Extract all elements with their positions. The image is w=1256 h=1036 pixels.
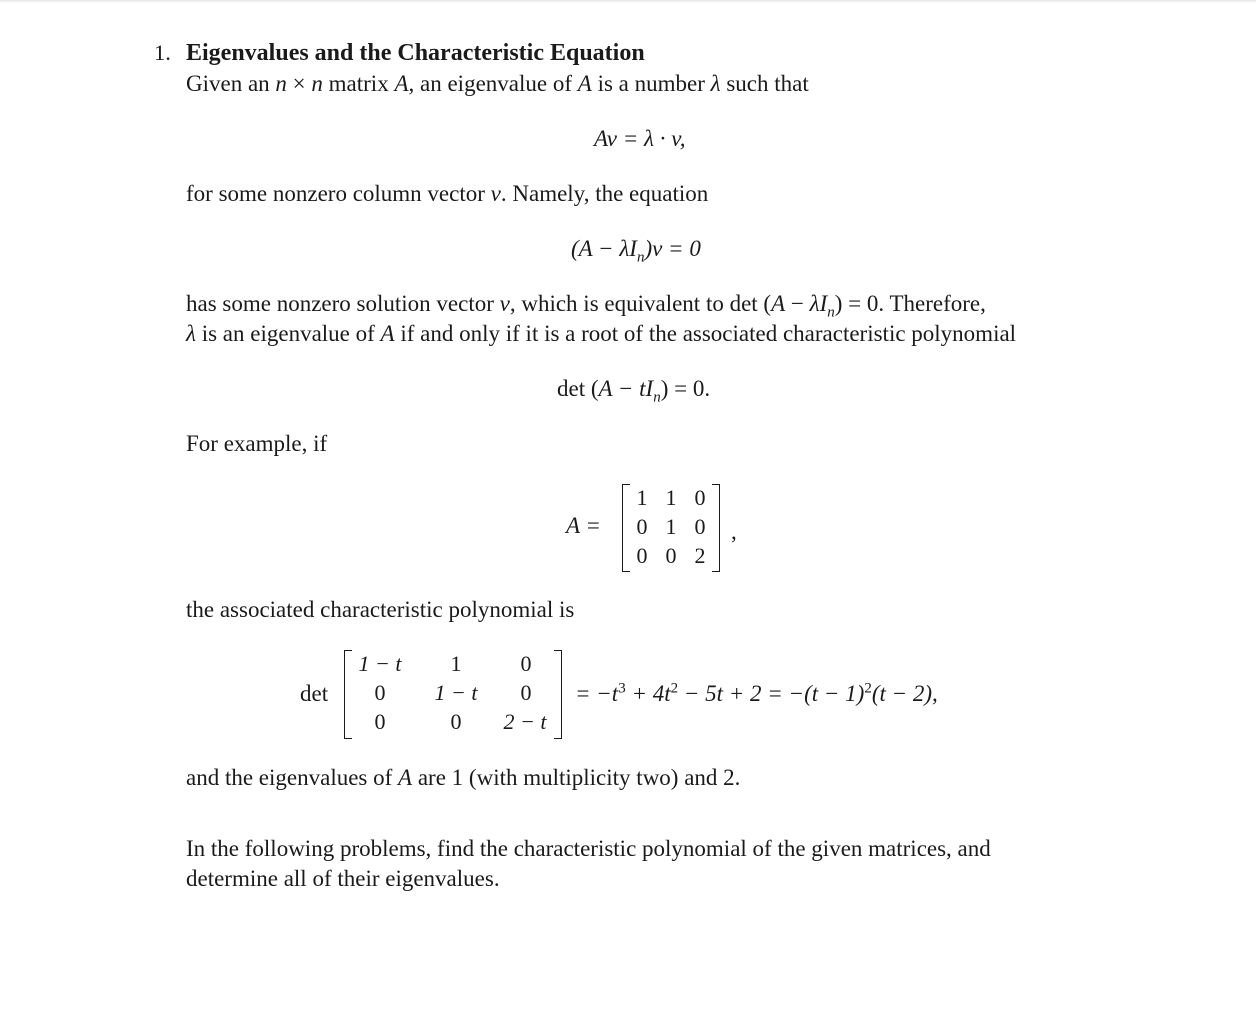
matrix-cell: 2 − t — [503, 709, 547, 734]
matrix-right-bracket — [712, 484, 720, 572]
matrix-cell: 1 — [450, 651, 462, 676]
text-span: is a number — [591, 71, 711, 96]
math-symbol: A — [577, 71, 592, 96]
text-span: has some nonzero solution vector — [186, 291, 500, 316]
equation-char-poly — [557, 374, 710, 404]
paragraph-intro — [186, 69, 809, 99]
math-subscript: n — [827, 304, 835, 321]
paragraph-associated-poly: the associated characteristic polynomial is — [186, 597, 575, 622]
matrix-a — [622, 484, 720, 573]
det-label: det — [300, 681, 329, 706]
math-span: ) = 0. — [660, 376, 711, 401]
text-span: are 1 (with multiplicity two) and 2. — [412, 765, 741, 790]
matrix-cell: 0 — [636, 543, 648, 568]
matrix-cell: 1 — [665, 514, 677, 539]
math-span: )v = 0 — [644, 236, 701, 261]
matrix-cell: 0 — [520, 651, 532, 676]
matrix-characteristic — [344, 650, 562, 740]
paragraph-eigenvalues-result — [186, 763, 740, 793]
math-symbol: A — [394, 71, 409, 96]
math-span: (A − λI — [571, 236, 637, 261]
math-superscript: 2 — [864, 680, 872, 697]
paragraph-instructions-line2: determine all of their eigenvalues. — [186, 866, 500, 891]
matrix-cell: 1 − t — [358, 651, 402, 676]
math-subscript: n — [636, 249, 645, 266]
section-number: 1. — [154, 40, 171, 65]
math-span: det ( — [557, 376, 599, 401]
math-symbol: n — [275, 71, 287, 96]
math-symbol: A — [380, 321, 395, 346]
matrix-cell: 0 — [450, 709, 462, 734]
text-span: . Namely, the equation — [500, 181, 709, 206]
math-span: A − tI — [598, 376, 654, 401]
text-span: such that — [720, 71, 809, 96]
matrix-a-comma: , — [731, 519, 737, 544]
paragraph-example: For example, if — [186, 431, 328, 456]
matrix-cell: 0 — [694, 514, 706, 539]
math-superscript: 3 — [618, 680, 626, 697]
text-span: and the eigenvalues of — [186, 765, 399, 790]
section-title: Eigenvalues and the Characteristic Equation — [186, 40, 645, 66]
matrix-cell: 1 − t — [434, 680, 478, 705]
text-span: if and only if it is a root of the associated characteristic polynomial — [394, 321, 1017, 346]
text-span: , which is equivalent to det ( — [509, 291, 772, 316]
paragraph-equivalence-line2 — [186, 319, 1016, 349]
matrix-cell: 1 — [636, 485, 648, 510]
math-symbol: λ — [710, 71, 721, 96]
text-span: for some nonzero column vector — [186, 181, 491, 206]
equation-eigen: Av = λ · v, — [594, 126, 686, 151]
paragraph-instructions-line1: In the following problems, find the characteristic polynomial of the given matrices, and — [186, 836, 991, 861]
math-symbol: λ — [186, 321, 196, 346]
math-symbol: v — [490, 181, 501, 206]
matrix-cell: 0 — [520, 680, 532, 705]
matrix-left-bracket — [622, 484, 630, 572]
matrix-cell: 0 — [694, 485, 706, 510]
matrix-cell: 0 — [374, 709, 386, 734]
paragraph-equivalence-line1 — [186, 289, 986, 319]
math-span: + 4t — [625, 681, 671, 706]
text-span: ) = 0. Therefore, — [834, 291, 986, 316]
paragraph-nonzero-vector — [186, 179, 708, 209]
matrix-a-label: A = — [566, 513, 601, 538]
text-span: is an eigenvalue of — [195, 321, 381, 346]
math-symbol: v — [499, 291, 510, 316]
equation-homogeneous — [571, 234, 701, 264]
matrix-cell: 0 — [374, 680, 386, 705]
math-span: − 5t + 2 = −(t − 1) — [678, 681, 865, 706]
math-symbol: A — [771, 291, 786, 316]
equation-char-poly-result — [575, 679, 938, 709]
text-span: − — [785, 291, 810, 316]
math-symbol: λI — [809, 291, 828, 316]
math-span: = −t — [575, 681, 619, 706]
math-symbol: A — [398, 765, 413, 790]
text-span: × — [286, 71, 312, 96]
matrix-cell: 0 — [636, 514, 648, 539]
text-span: , an eigenvalue of — [408, 71, 578, 96]
math-symbol: n — [311, 71, 323, 96]
matrix-cell: 1 — [665, 485, 677, 510]
text-span: matrix — [322, 71, 395, 96]
math-span: (t − 2), — [871, 681, 938, 706]
math-subscript: n — [653, 389, 661, 406]
matrix-cell: 0 — [665, 543, 677, 568]
math-superscript: 2 — [670, 680, 679, 697]
matrix-cell: 2 — [694, 543, 706, 568]
text-span: Given an — [186, 71, 276, 96]
